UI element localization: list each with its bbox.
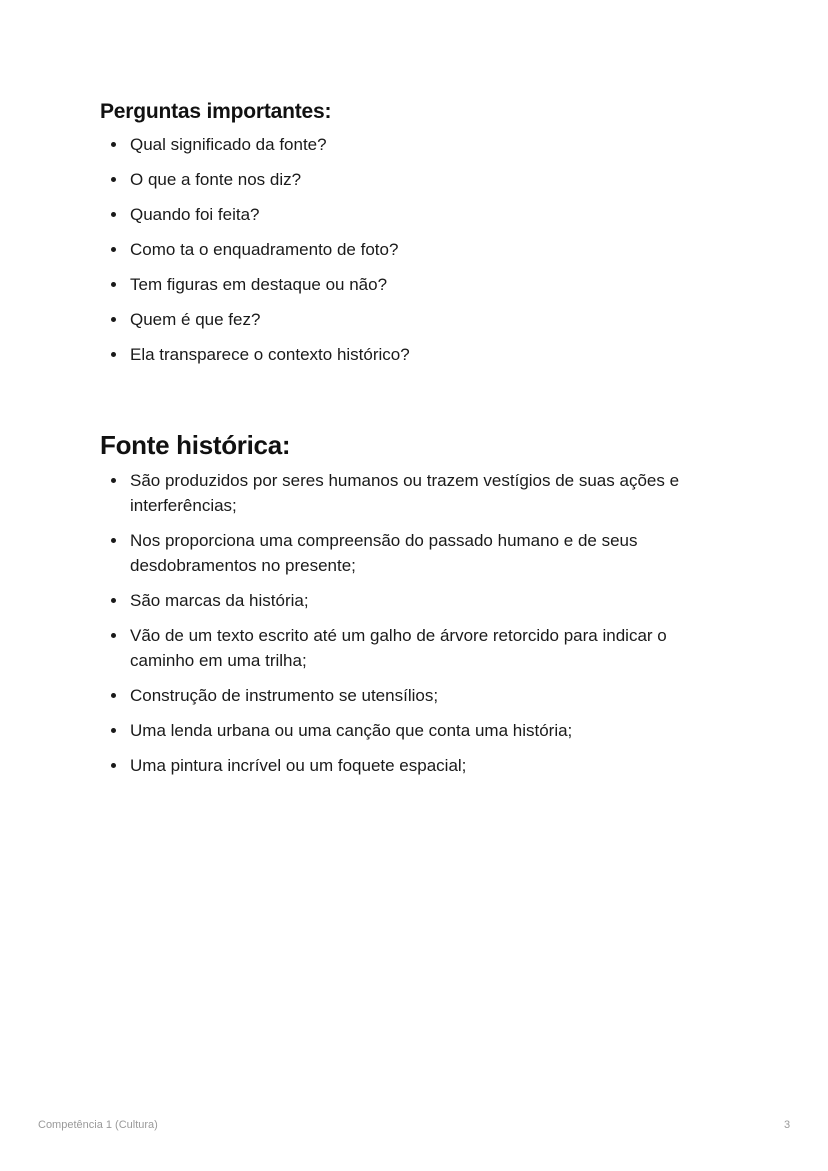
list-item	[100, 167, 730, 192]
bullet-icon	[111, 317, 116, 322]
footer-document-title: Competência 1 (Cultura)	[38, 1119, 158, 1131]
section-heading: Fonte histórica:	[100, 430, 291, 460]
list-item-text: Como ta o enquadramento de foto?	[130, 240, 399, 259]
list-item-text: Nos proporciona uma compreensão do passado humano e de seus desdobramentos no presente;	[130, 531, 638, 575]
list-item	[100, 468, 730, 518]
bullet-icon	[111, 693, 116, 698]
list-item	[100, 272, 730, 297]
bullet-icon	[111, 282, 116, 287]
section-important-questions	[100, 98, 730, 377]
list-item-text: Uma lenda urbana ou uma canção que conta uma história;	[130, 721, 573, 740]
list-item-text: Quando foi feita?	[130, 205, 260, 224]
list-item	[100, 237, 730, 262]
list-item	[100, 588, 730, 613]
list-item-text: Qual significado da fonte?	[130, 135, 327, 154]
list-item	[100, 528, 730, 578]
list-item-text: Construção de instrumento se utensílios;	[130, 686, 439, 705]
list-item	[100, 132, 730, 157]
list-item	[100, 342, 730, 367]
list-item-text: Vão de um texto escrito até um galho de árvore retorcido para indicar o caminho em uma trilha;	[130, 626, 667, 670]
list-item-text: Ela transparece o contexto histórico?	[130, 345, 410, 364]
list-item	[100, 753, 730, 778]
list-item	[100, 307, 730, 332]
list-item-text: Uma pintura incrível ou um foquete espacial;	[130, 756, 467, 775]
bullet-icon	[111, 177, 116, 182]
bullet-icon	[111, 247, 116, 252]
bullet-list	[100, 468, 730, 778]
bullet-icon	[111, 633, 116, 638]
bullet-icon	[111, 763, 116, 768]
list-item	[100, 718, 730, 743]
list-item-text: São marcas da história;	[130, 591, 309, 610]
bullet-icon	[111, 478, 116, 483]
list-item	[100, 202, 730, 227]
list-item-text: Quem é que fez?	[130, 310, 261, 329]
bullet-icon	[111, 598, 116, 603]
bullet-icon	[111, 728, 116, 733]
list-item	[100, 623, 730, 673]
footer-page-number: 3	[784, 1119, 791, 1131]
list-item-text: Tem figuras em destaque ou não?	[130, 275, 388, 294]
bullet-icon	[111, 142, 116, 147]
bullet-list	[100, 132, 730, 367]
list-item-text: O que a fonte nos diz?	[130, 170, 302, 189]
list-item	[100, 683, 730, 708]
section-heading: Perguntas importantes:	[100, 100, 332, 123]
list-item-text: São produzidos por seres humanos ou trazem vestígios de suas ações e interferências;	[130, 471, 680, 515]
bullet-icon	[111, 352, 116, 357]
bullet-icon	[111, 212, 116, 217]
bullet-icon	[111, 538, 116, 543]
section-historical-source	[100, 428, 730, 788]
